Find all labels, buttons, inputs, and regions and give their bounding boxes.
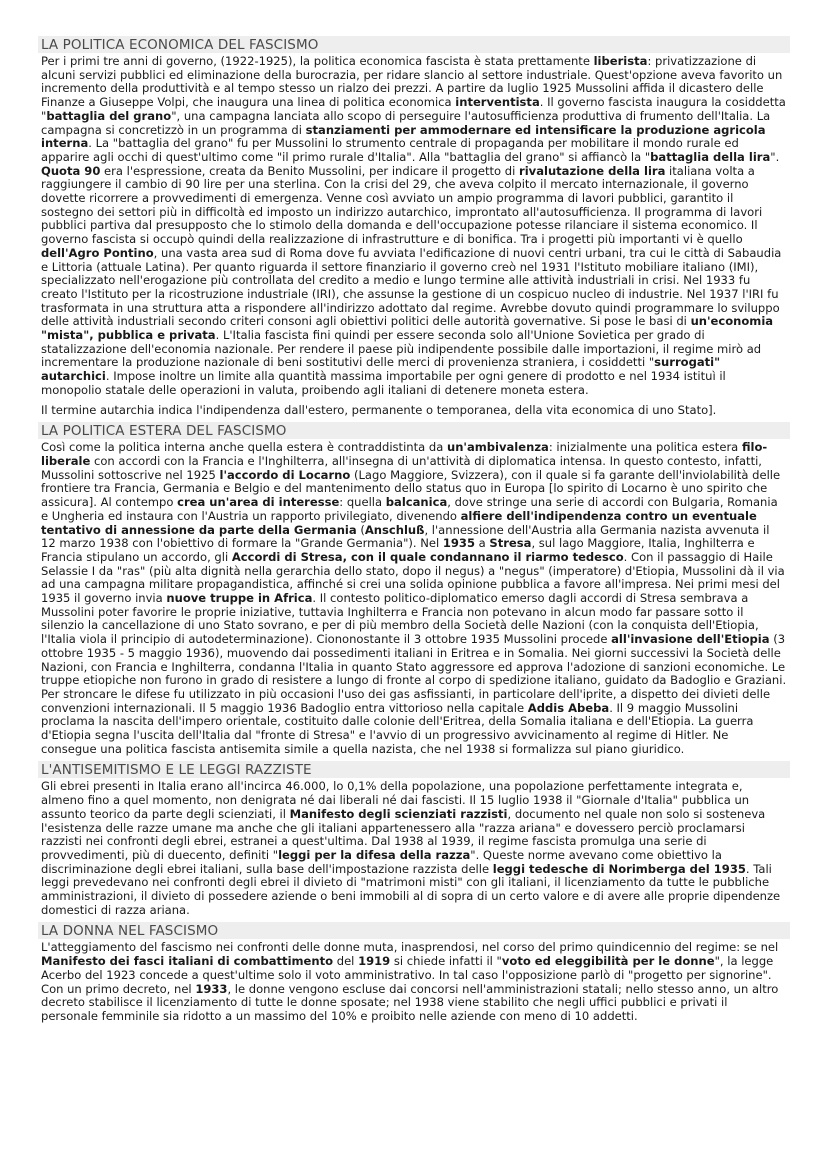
bold-run: Anschluß	[364, 522, 425, 537]
section-3	[38, 761, 790, 917]
text-run: ", la legge Acerbo del 1923 concede a quest'ultime solo il voto amministrativo. In tal caso l'opposizione parlò di "progetto per signorine". Con un primo decreto, nel	[41, 954, 774, 996]
bold-run: battaglia della lira	[650, 149, 771, 164]
section-heading: LA DONNA NEL FASCISMO	[38, 922, 790, 939]
text-run: , una vasta area sud di Roma dove fu avviata l'edificazione di nuovi centri urbani, tra cui le città di Sabaudia e Littoria (attuale Latina). Per quanto riguarda il settore finanziario il governo creò nel 1931 l'Istituto mobiliare italiano (IMI), specializzato nell'erogazione più controllata del credito a medio e lungo termine alle attività industriali in crisi. Nel 1933 fu creato l'Istituto per la ricostruzione industriale (IRI), che assunse la gestione di un cospicuo nucleo di industrie. Nel 1937 l'IRI fu trasformata in una struttura atta a rispondere all'indirizzo adottato dal regime. Avrebbe dovuto quindi programmare lo sviluppo delle attività industriali secondo criteri consoni agli obiettivi politici delle autorità governative. Si pose le basi di	[41, 245, 782, 329]
bold-run: stanziamenti per ammodernare ed intensificare la produzione agricola interna	[41, 122, 766, 151]
body-paragraph	[38, 441, 790, 756]
text-run: . Con il passaggio di Haile Selassie I da "ras" (più alta dignità nella gerarchia dello stato, dopo il negus) a "negus" (imperatore) d'Etiopia, Mussolini dà il via ad una campagna militare propagandistica, affinché si crei una solida opinione pubblica a favore all'impresa. Nei primi mesi del 1935 il governo invia	[41, 549, 785, 606]
text-run: . La "battaglia del grano" fu per Mussolini lo strumento centrale di propaganda per mobilitare il mondo rurale ed apparire agli occhi di quest'ultimo come "il primo rurale d'Italia". Alla "battaglia del grano" si affiancò la "	[41, 136, 739, 164]
bold-run: nuove truppe in Africa	[166, 591, 313, 606]
bold-run: dell'Agro Pontino	[41, 245, 154, 260]
text-run: : inizialmente una politica estera	[548, 440, 742, 455]
text-run: . Il governo fascista inaugura la cosiddetta "	[41, 95, 786, 123]
bold-run: surrogati" autarchici	[41, 355, 721, 384]
text-run: con accordi con la Francia e l'Inghilterra, all'insegna di un'attività di diplomatica intensa. In questo contesto, infatti, Mussolini sottoscrive nel 1925	[41, 453, 762, 482]
bold-run: rivalutazione della lira	[519, 163, 666, 178]
body-paragraph	[38, 55, 790, 398]
text-run: italiana volta a raggiungere il cambio di 90 lire per una sterlina. Con la crisi del 29, che aveva colpito il mercato internazionale, il governo dovette ricorrere a provvedimenti di emergenza. Venne così avviato un ampio programma di lavori pubblici, garantito il sostegno dei settori più in difficoltà ed imposto un indirizzo autarchico, improntato all'autosufficienza. Il programma di lavori pubblici partiva dal presupposto che lo stimolo della domanda e dell'occupazione potesse rilanciare il sistema economico. Il governo fascista si occupò quindi della realizzazione di infrastrutture e di bonifica. Tra i progetti più importanti vi è quello	[41, 163, 763, 247]
bold-run: Manifesto dei fasci italiani di combattimento	[41, 954, 334, 969]
bold-run: Manifesto degli scienziati razzisti	[289, 806, 508, 821]
bold-run: balcanica	[385, 495, 448, 510]
bold-run: filo-liberale	[41, 440, 768, 468]
text-run: : quella	[339, 495, 386, 510]
text-run: , l'annessione dell'Austria alla Germania nazista avvenuta il 12 marzo 1938 con l'obiettivo di formare la "Grande Germania"). Nel	[41, 522, 770, 551]
bold-run: Addis Abeba	[527, 700, 610, 715]
text-run: ". Queste norme avevano come obiettivo la discriminazione degli ebrei italiani, sulla base dell'impostazione razzista delle	[41, 847, 722, 876]
text-run: (3 ottobre 1935 - 5 maggio 1936), muovendo dai possedimenti italiani in Eritrea e in Somalia. Nei giorni successivi la Società delle Nazioni, con Francia e Inghilterra, condanna l'Italia in quanto Stato aggressore ed approva l'adozione di sanzioni economiche. Le truppe etiopiche non furono in grado di resistere a lungo di fronte al corpo di spedizione italiano, guidato da Badoglio e Graziani. Per stroncare le difese fu utilizzato in più occasioni l'uso dei gas asfissianti, in particolare dell'iprite, a dispetto dei divieti delle convenzioni internazionali. Il 5 maggio 1936 Badoglio entra vittorioso nella capitale	[41, 632, 787, 715]
text-run: del	[333, 954, 359, 969]
bold-run: interventista	[455, 95, 540, 110]
section-heading: L'ANTISEMITISMO E LE LEGGI RAZZISTE	[38, 761, 790, 778]
bold-run: 1933	[195, 981, 228, 996]
bold-run: Quota 90	[41, 163, 101, 178]
bold-run: crea un'area di interesse	[177, 495, 340, 510]
text-run: . Impose inoltre un limite alla quantità massima importabile per ogni genere di prodotto e nel 1934 istituì il monopolio statale delle operazioni in valuta, proibendo agli italiani di detenere moneta estera.	[41, 369, 726, 397]
text-run: , dove stringe una serie di accordi con Bulgaria, Romania e Ungheria ed instaura con l'Austria un rapporto privilegiato, divenendo	[41, 495, 778, 523]
section-heading: LA POLITICA ECONOMICA DEL FASCISMO	[38, 36, 790, 53]
text-run: : privatizzazione di alcuni servizi pubblici ed eliminazione della burocrazia, per ridare slancio al settore industriale. Quest'opzione aveva favorito un incremento della produttività e al tempo stesso un rialzo dei prezzi. A partire da luglio 1925 Mussolini affida il dicastero delle Finanze a Giuseppe Volpi, che inaugura una linea di politica economica	[41, 54, 783, 110]
text-run: si chiede infatti il "	[390, 954, 502, 969]
text-run: , le donne vengono escluse dai concorsi nell'amministrazioni statali; nello stesso anno, un altro decreto stabilisce il licenziamento di tutte le donne sposate; nel 1938 viene stabilito che negli uffici pubblici e privati il personale femminile sia ridotto a un massimo del 10% e proibito nelle aziende con meno di 10 addetti.	[41, 981, 779, 1023]
section-heading: LA POLITICA ESTERA DEL FASCISMO	[38, 422, 790, 439]
text-run: L'atteggiamento del fascismo nei confronti delle donne muta, inasprendosi, nel corso del primo quindicennio del regime: se nel	[41, 940, 779, 955]
text-run: . L'Italia fascista fini quindi per essere seconda solo all'Unione Sovietica per grado di statalizzazione dell'economia nazionale. Per rendere il paese più indipendente possibile dalle importazioni, il regime mirò ad incrementare la produzione nazionale di beni sostitutivi delle merci di provenienza straniera, i cosiddetti "	[41, 328, 762, 370]
text-run: , sul lago Maggiore, Italia, Inghilterra e Francia stipulano un accordo, gli	[41, 536, 755, 564]
bold-run: leggi tedesche di Norimberga del 1935	[492, 861, 746, 876]
bold-run: 1919	[358, 954, 391, 969]
text-run: a	[474, 536, 490, 551]
bold-run: Stresa	[489, 536, 532, 551]
text-run: ", una campagna lanciata allo scopo di perseguire l'autosufficienza produttiva di frumento dell'Italia. La campagna si concretizzò in un programma di	[41, 108, 771, 137]
bold-run: liberista	[593, 54, 648, 68]
text-run: , documento nel quale non solo si sosteneva l'esistenza delle razze umane ma anche che gli italiani appartenessero alla "razza ariana" e dovessero perciò proclamarsi razzisti nei confronti degli ebrei, estranei a quest'ultima. Dal 1938 al 1939, il regime fascista promulga una serie di provvedimenti, più di duecento, definiti "	[41, 806, 766, 862]
bold-run: un'economia "mista", pubblica e privata	[41, 314, 774, 343]
text-run: (Lago Maggiore, Svizzera), con il quale si fa garante dell'inviolabilità delle frontiere tra Francia, Germania e Belgio e del mantenimento dello status quo in Europa [lo spirito di Locarno è uno spirito che assicura]. Al contempo	[41, 467, 781, 510]
section-4	[38, 922, 790, 1023]
bold-run: voto ed eleggibilità per le donne	[501, 954, 715, 969]
bold-run: l'accordo di Locarno	[219, 467, 351, 482]
text-run: Per i primi tre anni di governo, (1922-1925), la politica economica fascista è stata prettamente	[41, 54, 594, 68]
text-run: ".	[770, 149, 780, 164]
section-1	[38, 36, 790, 417]
bold-run: Accordi di Stresa, con il quale condannano il riarmo tedesco	[231, 549, 624, 564]
bold-run: un'ambivalenza	[446, 440, 549, 455]
body-paragraph	[38, 780, 790, 917]
body-paragraph	[38, 941, 790, 1023]
bold-run: 1935	[442, 536, 475, 551]
text-run: (	[356, 522, 365, 537]
text-run: . Il 9 maggio Mussolini proclama la nascita dell'impero orientale, costituito dalle colonie dell'Eritrea, della Somalia italiana e dell'Etiopia. La guerra d'Etiopia segna l'uscita dell'Italia dal "fronte di Stresa" e l'avvio di un progressivo avvicinamento al regime di Hitler. Ne consegue una politica fascista antisemita simile a quella nazista, che nel 1938 si formalizza sul piano giuridico.	[41, 700, 754, 756]
text-run: Così come la politica interna anche quella estera è contraddistinta da	[41, 440, 447, 455]
bold-run: leggi per la difesa della razza	[278, 847, 471, 862]
text-run: . Il contesto politico-diplomatico emerso dagli accordi di Stresa sembrava a Mussolini poter favorire le proprie iniziative, tuttavia Inghilterra e Francia non potevano in alcun modo far passare sotto il silenzio la cancellazione di uno Stato sovrano, e per di più membro della Società delle Nazioni (con la conquista dell'Etiopia, l'Italia viola il principio di autodeterminazione). Ciononostante il 3 ottobre 1935 Mussolini procede	[41, 591, 759, 647]
footnote-paragraph	[38, 404, 790, 418]
bold-run: all'invasione dell'Etiopia	[611, 632, 770, 647]
text-run: Il termine autarchia indica l'indipendenza dall'estero, permanente o temporanea, della vita economica di uno Stato].	[41, 402, 717, 417]
bold-run: battaglia del grano	[46, 108, 172, 123]
text-run: era l'espressione, creata da Benito Mussolini, per indicare il progetto di	[100, 163, 520, 178]
text-run: Gli ebrei presenti in Italia erano all'incirca 46.000, lo 0,1% della popolazione, una popolazione perfettamente integrata e, almeno fino a quel momento, non denigrata né dai liberali né dai fascisti. Il 15 luglio 1938 il "Giornale d'Italia" pubblica un assunto teorico da parte degli scienziati, il	[41, 779, 750, 821]
section-2	[38, 422, 790, 756]
bold-run: alfiere dell'indipendenza contro un eventuale tentativo di annessione da parte della Germania	[41, 508, 757, 537]
text-run: . Tali leggi prevedevano nei confronti degli ebrei il divieto di "matrimoni misti" con gli italiani, il licenziamento da tutte le pubbliche amministrazioni, il divieto di possedere aziende o beni immobili al di sopra di un certo valore e di avere alle proprie dipendenze domestici di razza ariana.	[41, 861, 781, 917]
